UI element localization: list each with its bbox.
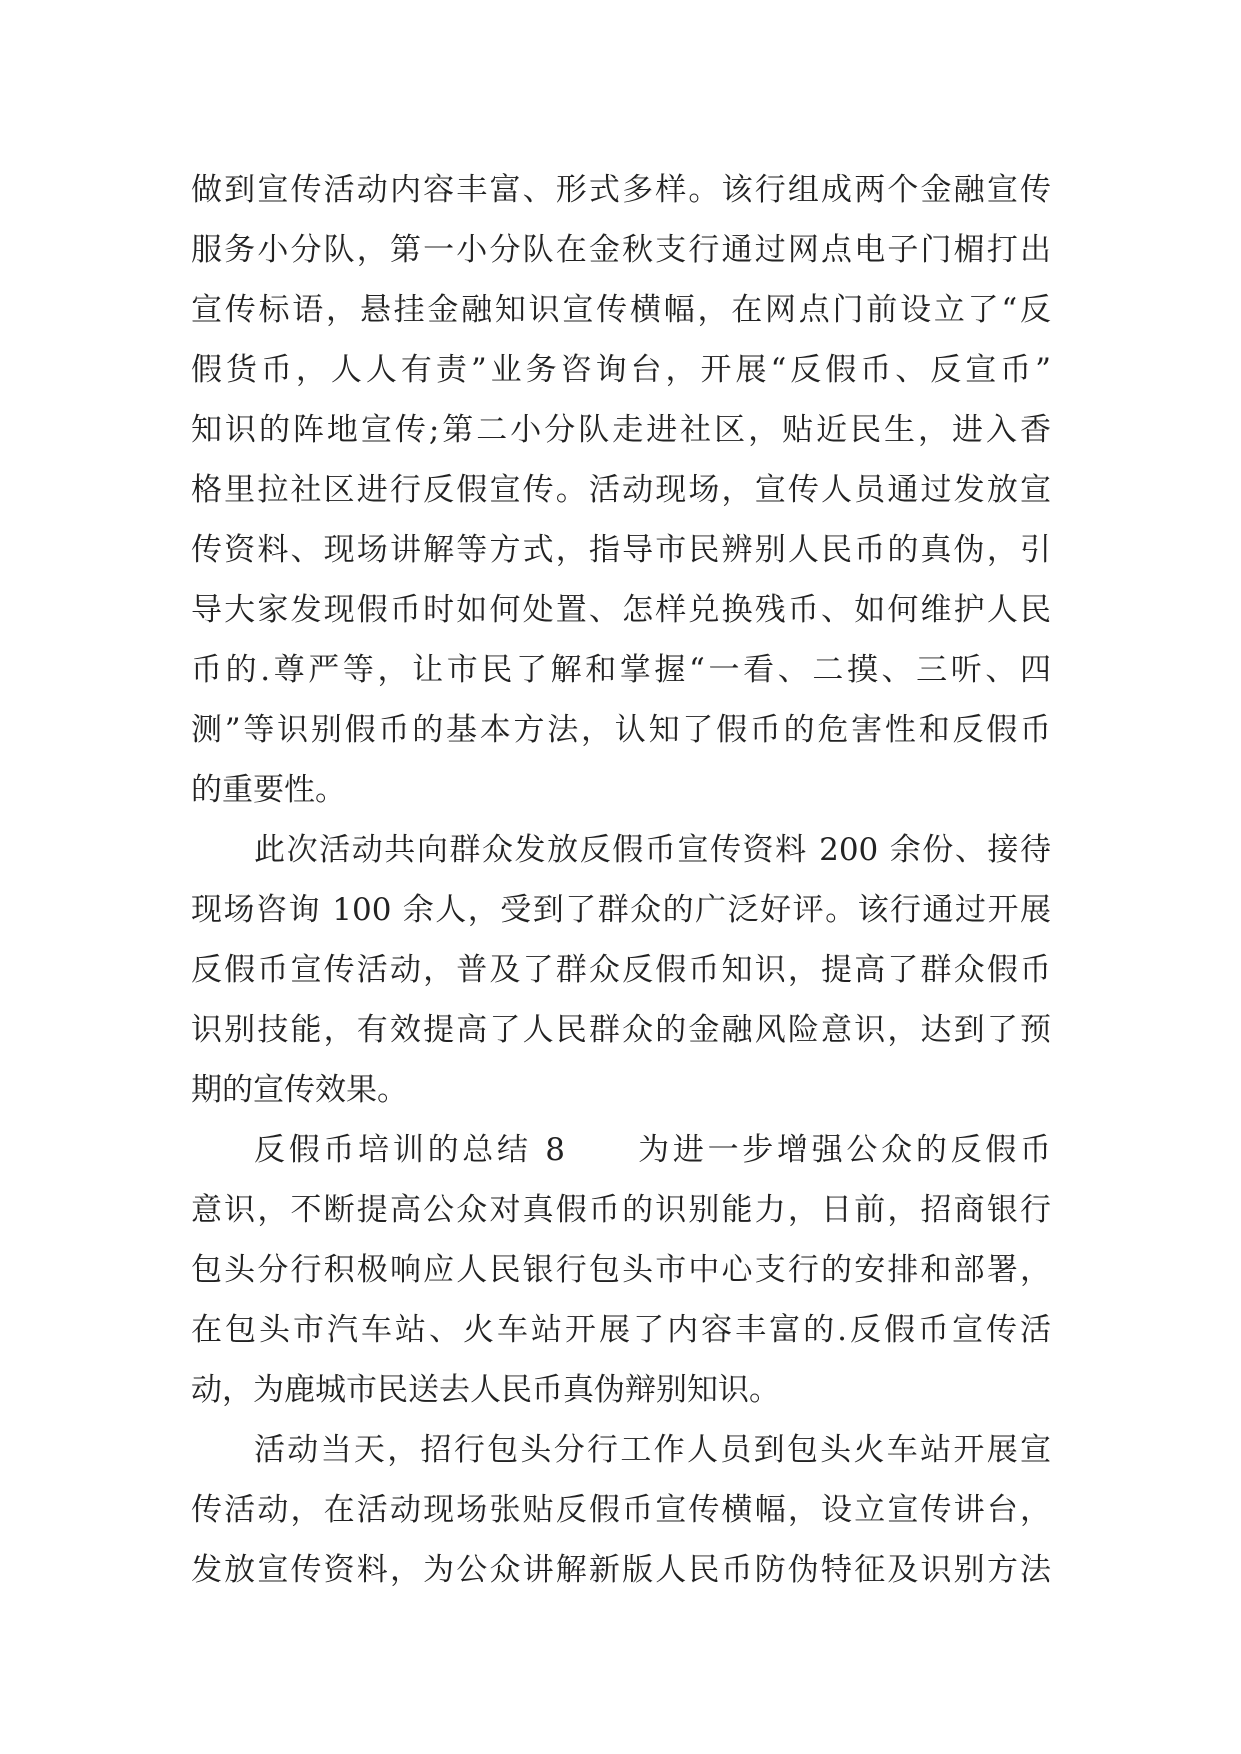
text-line: 宣传标语，悬挂金融知识宣传横幅，在网点门前设立了“反: [191, 292, 1051, 328]
text-line: 反假币培训的总结 8 为进一步增强公众的反假币: [254, 1132, 1051, 1168]
text-line: 传活动，在活动现场张贴反假币宣传横幅，设立宣传讲台，: [191, 1492, 1051, 1528]
text-line: 做到宣传活动内容丰富、形式多样。该行组成两个金融宣传: [191, 172, 1051, 208]
text-line: 发放宣传资料，为公众讲解新版人民币防伪特征及识别方法: [191, 1552, 1051, 1588]
text-line: 服务小分队，第一小分队在金秋支行通过网点电子门楣打出: [191, 232, 1051, 268]
text-line: 活动当天，招行包头分行工作人员到包头火车站开展宣: [254, 1432, 1051, 1468]
text-line: 的重要性。: [191, 772, 346, 808]
text-line: 现场咨询 100 余人，受到了群众的广泛好评。该行通过开展: [191, 892, 1051, 928]
text-line: 在包头市汽车站、火车站开展了内容丰富的.反假币宣传活: [191, 1312, 1051, 1348]
text-line: 币的.尊严等，让市民了解和掌握“一看、二摸、三听、四: [191, 652, 1051, 688]
text-line: 假货币，人人有责”业务咨询台，开展“反假币、反宣币”: [191, 352, 1051, 388]
body-text: [191, 160, 1051, 1600]
text-line: 测”等识别假币的基本方法，认知了假币的危害性和反假币: [191, 712, 1051, 748]
text-line: 期的宣传效果。: [191, 1072, 408, 1108]
text-line: 此次活动共向群众发放反假币宣传资料 200 余份、接待: [254, 832, 1051, 868]
text-line: 反假币宣传活动，普及了群众反假币知识，提高了群众假币: [191, 952, 1051, 988]
text-line: 导大家发现假币时如何处置、怎样兑换残币、如何维护人民: [191, 592, 1051, 628]
text-line: 意识，不断提高公众对真假币的识别能力，日前，招商银行: [191, 1192, 1051, 1228]
text-line: 格里拉社区进行反假宣传。活动现场，宣传人员通过发放宣: [191, 472, 1051, 508]
text-line: 识别技能，有效提高了人民群众的金融风险意识，达到了预: [191, 1012, 1051, 1048]
text-line: 传资料、现场讲解等方式，指导市民辨别人民币的真伪，引: [191, 532, 1051, 568]
text-line: 知识的阵地宣传;第二小分队走进社区，贴近民生，进入香: [191, 412, 1051, 448]
text-line: 包头分行积极响应人民银行包头市中心支行的安排和部署，: [191, 1252, 1051, 1288]
text-line: 动，为鹿城市民送去人民币真伪辩别知识。: [191, 1372, 780, 1408]
